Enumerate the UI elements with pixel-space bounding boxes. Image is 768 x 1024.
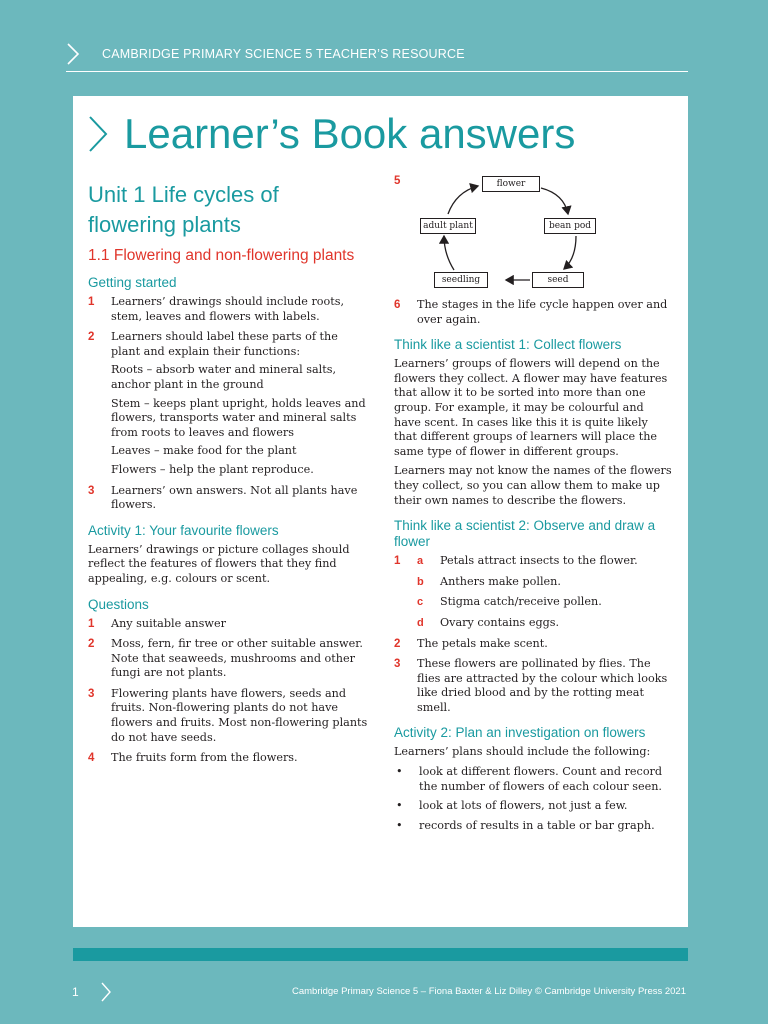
item-text: The fruits form from the flowers. — [111, 751, 298, 765]
item-number: 1 — [88, 296, 95, 308]
item-text: Learners’ own answers. Not all plants have flowers. — [111, 483, 358, 512]
section-title: 1.1 Flowering and non-flowering plants — [88, 247, 355, 264]
footer-credit: Cambridge Primary Science 5 – Fiona Baxter & Liz Dilley © Cambridge University Press 2021 — [291, 986, 686, 997]
item-text: Learners should label these parts of the plant and explain their functions: — [111, 330, 338, 358]
bullet-text: records of results in a table or bar graph. — [419, 818, 655, 832]
right-column — [394, 174, 674, 838]
list-item — [394, 657, 674, 715]
stage-seedling: seedling — [434, 272, 488, 288]
bullet-text: look at different flowers. Count and record the number of flowers of each colour seen. — [419, 765, 663, 793]
item-text: Ovary contains eggs. — [440, 615, 560, 629]
item-text: Petals attract insects to the flower. — [440, 554, 638, 568]
item-text: Stigma catch/receive pollen. — [440, 595, 602, 609]
item-number: 2 — [88, 331, 95, 344]
plant-part-leaves: Leaves – make food for the plant — [111, 444, 297, 458]
item-letter: b — [417, 575, 424, 588]
list-item — [394, 637, 674, 652]
item-letter: d — [417, 616, 424, 629]
bullet-item — [394, 765, 674, 794]
plant-part-flowers: Flowers – help the plant reproduce. — [111, 462, 314, 476]
item-text: The petals make scent. — [417, 636, 548, 650]
item-number: 4 — [88, 752, 95, 765]
bullet-symbol: • — [396, 799, 403, 813]
bullet-symbol: • — [396, 765, 403, 779]
activity2-heading: Activity 2: Plan an investigation on flowers — [394, 725, 646, 741]
list-item — [88, 484, 370, 513]
page-card — [73, 96, 688, 927]
item-number: 2 — [88, 638, 95, 651]
list-item — [88, 687, 370, 745]
plant-part-roots: Roots – absorb water and mineral salts, anchor plant in the ground — [111, 363, 337, 391]
item-text: Learners’ drawings should include roots, stem, leaves and flowers with labels. — [111, 295, 345, 323]
think2-heading: Think like a scientist 2: Observe and draw a flower — [394, 518, 656, 550]
left-column — [88, 176, 370, 772]
list-item — [394, 554, 674, 630]
stage-adult-plant: adult plant — [420, 218, 476, 234]
item-number: 5 — [394, 175, 401, 187]
list-item — [88, 617, 370, 632]
bullet-item — [394, 799, 674, 814]
item-text: Anthers make pollen. — [440, 574, 561, 588]
getting-started-heading: Getting started — [88, 275, 177, 290]
chevron-right-icon — [66, 42, 80, 66]
item-text: Any suitable answer — [111, 616, 226, 630]
list-item — [88, 637, 370, 681]
activity2-intro: Learners’ plans should include the following: — [394, 745, 651, 759]
list-item — [88, 330, 370, 477]
item-text: These flowers are pollinated by flies. The flies are attracted by the colour which looks like dried blood and by the rotting meat smell. — [417, 657, 668, 714]
bullet-text: look at lots of flowers, not just a few. — [419, 799, 628, 813]
sub-item — [417, 554, 674, 569]
header-rule — [66, 71, 688, 72]
item-letter: c — [417, 596, 424, 609]
questions-heading: Questions — [88, 596, 149, 612]
running-header: CAMBRIDGE PRIMARY SCIENCE 5 TEACHER’S RESOURCE — [102, 47, 465, 61]
plant-part-stem: Stem – keeps plant upright, holds leaves and flowers, transports water and mineral salts from roots to leaves and flowers — [111, 396, 366, 439]
stage-flower: flower — [482, 176, 540, 192]
item-text: Flowering plants have flowers, seeds and fruits. Non-flowering plants do not have flowers and fruits. Most non-flowering plants do not have seeds. — [111, 686, 368, 744]
chevron-right-icon — [100, 981, 112, 1003]
list-item — [88, 295, 370, 324]
item-number: 3 — [88, 687, 95, 700]
item-text: The stages in the life cycle happen over and over again. — [417, 298, 668, 326]
unit-title: Unit 1 Life cycles of flowering plants — [88, 182, 279, 237]
think1-paragraph: Learners’ groups of flowers will depend on the flowers they collect. A flower may have features that allow it to be sorted into more than one group. For example, it may be colourful and have scent. In cases like this it is quite likely that different groups of learners will place the same type of flower in different groups. — [394, 357, 668, 458]
chevron-right-icon — [87, 114, 109, 154]
stage-seed: seed — [532, 272, 584, 288]
bullet-symbol: • — [396, 818, 403, 832]
list-item — [88, 751, 370, 766]
think1-heading: Think like a scientist 1: Collect flowers — [394, 337, 622, 353]
item-number: 1 — [88, 617, 95, 630]
life-cycle-diagram — [394, 174, 674, 292]
page-title: Learner’s Book answers — [124, 110, 576, 157]
bullet-item — [394, 819, 674, 834]
sub-item — [417, 595, 674, 610]
item-number: 2 — [394, 637, 401, 650]
page-number: 1 — [72, 985, 79, 999]
item-number: 1 — [394, 555, 401, 568]
sub-item — [417, 616, 674, 631]
list-item — [394, 298, 674, 327]
item-number: 3 — [394, 658, 401, 671]
item-letter: a — [417, 555, 424, 568]
think1-paragraph: Learners may not know the names of the flowers they collect, so you can allow them to make up their own names to describe the flowers. — [394, 464, 672, 507]
sub-item — [417, 575, 674, 590]
footer-bar — [73, 948, 688, 961]
activity1-text: Learners’ drawings or picture collages should reflect the features of flowers that they find appealing, e.g. colours or scent. — [88, 542, 350, 585]
activity1-heading: Activity 1: Your favourite flowers — [88, 522, 279, 538]
item-number: 6 — [394, 299, 401, 311]
stage-bean-pod: bean pod — [544, 218, 596, 234]
item-number: 3 — [88, 484, 95, 497]
item-text: Moss, fern, fir tree or other suitable answer. Note that seaweeds, mushrooms and other fungi are not plants. — [111, 637, 363, 680]
